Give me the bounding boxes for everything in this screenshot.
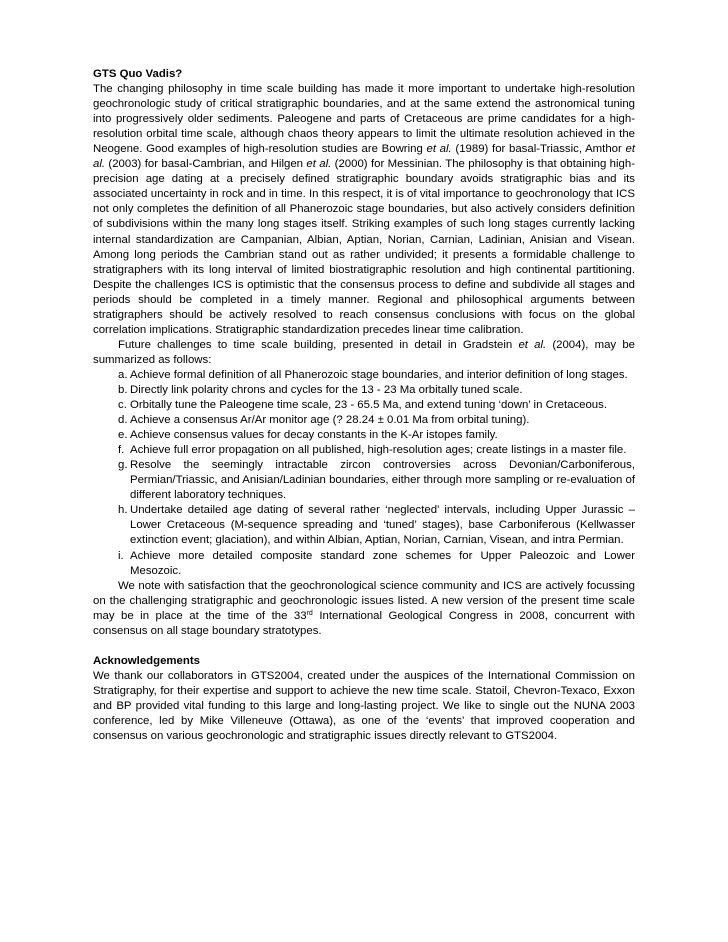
superscript-ordinal: rd (306, 609, 313, 617)
italic-et-al: et al. (93, 143, 635, 171)
list-text: Achieve full error propagation on all published, high-resolution ages; create listings in a master file. (130, 444, 627, 457)
list-text: Achieve a consensus Ar/Ar monitor age (? 28.24 ± 0.01 Ma from orbital tuning). (130, 414, 530, 427)
list-text: Orbitally tune the Paleogene time scale, 23 - 65.5 Ma, and extend tuning ‘down’ in Cretaceous. (130, 399, 608, 412)
list-item (118, 383, 635, 398)
list-item (118, 458, 635, 503)
section-heading-quo-vadis: GTS Quo Vadis? (93, 68, 183, 80)
text-run: (2000) for Messinian. The philosophy is that obtaining high-precision age dating at a precisely defined stratigraphic boundary avoids stratigraphic bias and its associated uncertainty in rock and in time. In this respect, it is of vital importance to geochronology that ICS not only completes the definition of all Phanerozoic stage boundaries, but also actively considers definition of subdivisions within the many long stages itself. Striking examples of such long stages currently lacking internal standardization are Campanian, Albian, Aptian, Norian, Carnian, Ladinian, Anisian and Visean. Among long periods the Cambrian stand out as rather undivided; it presents a formidable challenge to stratigraphers with its long interval of limited biostratigraphic resolution and high continental partitioning. Despite the challenges ICS is optimistic that the consensus process to define and subdivide all stages and periods should be completed in a timely manner. Regional and philosophical arguments between stratigraphers should be actively resolved to reach consensus conclusions with focus on the global correlation implications. Stratigraphic standardization precedes linear time calibration. (93, 158, 635, 336)
list-item (118, 413, 635, 428)
list-text: Achieve formal definition of all Phanerozoic stage boundaries, and interior definition of long stages. (130, 368, 628, 381)
paragraph-philosophy (93, 82, 635, 338)
spacer (93, 639, 635, 654)
list-text: Achieve consensus values for decay constants in the K-Ar istopes family. (130, 429, 498, 442)
document-page (93, 67, 635, 744)
italic-et-al: et al. (518, 338, 547, 351)
challenges-list (93, 368, 635, 579)
text-run: We note with satisfaction that the geochronological science community and ICS are actively focussing on the challenging stratigraphic and geochronologic issues listed. A new version of the present time scale may be in place at the time of the 33 (93, 579, 635, 622)
list-label: d. (118, 414, 128, 427)
list-item (118, 503, 635, 548)
list-item (118, 549, 635, 579)
text-run: (2003) for basal-Cambrian, and Hilgen (105, 158, 307, 171)
text-run: Future challenges to time scale building, presented in detail in Gradstein (118, 338, 519, 351)
list-label: i. (118, 549, 124, 562)
text-run: (2004), may be summarized as follows: (93, 338, 635, 366)
text-run: (1989) for basal-Triassic, Amthor (451, 143, 626, 156)
list-text: Achieve more detailed composite standard zone schemes for Upper Paleozoic and Lower Mesozoic. (130, 549, 635, 577)
italic-et-al: et al. (426, 143, 452, 156)
list-label: f. (118, 444, 125, 457)
list-label: e. (118, 429, 128, 442)
list-label: c. (118, 399, 127, 412)
list-item (118, 428, 635, 443)
text-run: The changing philosophy in time scale building has made it more important to undertake high-resolution geochronologic study of critical stratigraphic boundaries, and at the same extend the astronomical tuning into progressively older sediments. Paleogene and parts of Cretaceous are prime candidates for a high-resolution orbital time scale, although chaos theory appears to limit the ultimate resolution achieved in the Neogene. Good examples of high-resolution studies are Bowring (93, 83, 635, 156)
list-item (118, 368, 635, 383)
section-heading-acknowledgements: Acknowledgements (93, 654, 200, 667)
text-run: International Geological Congress in 2008, concurrent with consensus on all stage boundary stratotypes. (93, 609, 635, 637)
paragraph-satisfaction (93, 579, 635, 639)
list-label: g. (118, 459, 128, 472)
paragraph-acknowledgements: We thank our collaborators in GTS2004, created under the auspices of the International Commission on Stratigraphy, for their expertise and support to achieve the new time scale. Statoil, Chevron-Texaco, Exxon and BP provided vital funding to this large and long-lasting project. We like to single out the NUNA 2003 conference, led by Mike Villeneuve (Ottawa), as one of the ‘events’ that improved cooperation and consensus on various geochronologic and stratigraphic issues directly relevant to GTS2004. (93, 669, 635, 743)
list-item (118, 443, 635, 458)
list-text: Undertake detailed age dating of several rather ‘neglected’ intervals, including Upper Jurassic – Lower Cretaceous (M-sequence spreading and ‘tuned’ stages), base Carboniferous (Kellwasser extinction event; glaciation), and within Albian, Aptian, Norian, Carnian, Visean, and intra Permian. (130, 504, 635, 547)
italic-et-al: et al. (306, 158, 332, 171)
list-item (118, 398, 635, 413)
list-text: Directly link polarity chrons and cycles for the 13 - 23 Ma orbitally tuned scale. (130, 383, 523, 396)
list-label: a. (118, 368, 128, 381)
list-label: b. (118, 383, 128, 396)
list-text: Resolve the seemingly intractable zircon controversies across Devonian/Carboniferous, Permian/Triassic, and Anisian/Ladinian boundaries, either through more sampling or re-evaluation of different laboratory techniques. (130, 459, 635, 502)
list-label: h. (118, 504, 128, 517)
paragraph-future-challenges (93, 338, 635, 368)
